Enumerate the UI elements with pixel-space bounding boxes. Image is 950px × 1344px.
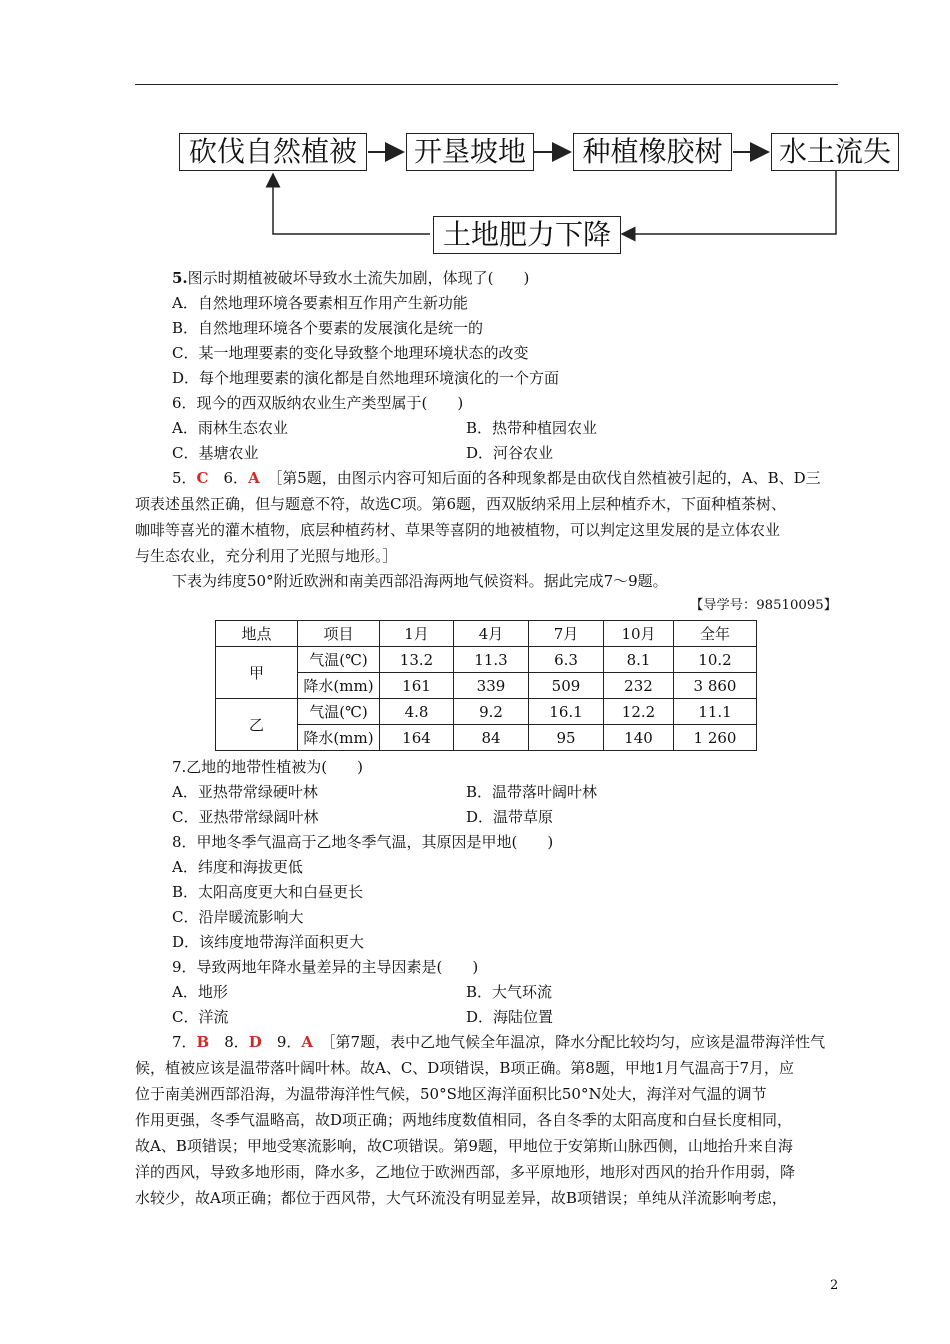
table-cell: 16.1 — [529, 699, 604, 725]
q6-stem: 6．现今的西双版纳农业生产类型属于( ) — [172, 394, 464, 412]
q5-option-b: B．自然地理环境各个要素的发展演化是统一的 — [172, 319, 484, 337]
table-cell: 气温(℃) — [298, 699, 380, 725]
table-header: 地点 — [216, 621, 298, 647]
table-header: 1月 — [380, 621, 454, 647]
table-cell: 164 — [380, 725, 454, 751]
q7-option-a: A．亚热带常绿硬叶林 — [172, 783, 318, 801]
q5-stem: 5.图示时期植被破坏导致水土流失加剧，体现了( ) — [172, 269, 530, 287]
table-cell: 10.2 — [674, 647, 757, 673]
q9-option-c: C．洋流 — [172, 1008, 229, 1026]
answer-5-6-line1: 5．C 6．A ［第5题，由图示内容可知后面的各种现象都是由砍伐自然植被引起的，A、B、D三 — [172, 469, 821, 487]
table-cell: 509 — [529, 673, 604, 699]
q9-stem: 9．导致两地年降水量差异的主导因素是( ) — [172, 958, 479, 976]
flow-box-deforestation: 砍伐自然植被 — [179, 133, 367, 171]
table-cell: 95 — [529, 725, 604, 751]
table-row — [216, 673, 757, 699]
table-cell: 11.3 — [454, 647, 529, 673]
answer-5-6-line3: 咖啡等喜光的灌木植物，底层种植药材、草果等喜阴的地被植物，可以判定这里发展的是立体农业 — [135, 521, 781, 539]
q9-option-a: A．地形 — [172, 983, 228, 1001]
table-cell: 13.2 — [380, 647, 454, 673]
table-row — [216, 725, 757, 751]
table-header: 全年 — [674, 621, 757, 647]
flow-box-soil-erosion: 水土流失 — [771, 133, 899, 171]
table-cell: 339 — [454, 673, 529, 699]
location-jia: 甲 — [216, 647, 298, 699]
answer-7-9-line3: 位于南美洲西部沿海，为温带海洋性气候，50°S地区海洋面积比50°N处大，海洋对气温的调节 — [135, 1085, 767, 1103]
q7-option-b: B．温带落叶阔叶林 — [466, 783, 598, 801]
table-row — [216, 699, 757, 725]
table-header-row — [216, 621, 757, 647]
q6-option-b: B．热带种植园农业 — [466, 419, 598, 437]
answer-5-6-line4: 与生态农业，充分利用了光照与地形。］ — [135, 547, 398, 565]
table-cell: 降水(mm) — [298, 725, 380, 751]
answer-5: C — [196, 469, 209, 487]
page-number: 2 — [830, 1278, 839, 1293]
table-cell: 降水(mm) — [298, 673, 380, 699]
climate-table — [215, 620, 757, 751]
answer-7-9-line2: 候，植被应该是温带落叶阔叶林。故A、C、D项错误，B项正确。第8题，甲地1月气温高于7月，应 — [135, 1059, 794, 1077]
table-cell: 12.2 — [604, 699, 674, 725]
answer-7: B — [196, 1033, 210, 1051]
table-cell: 3 860 — [674, 673, 757, 699]
answer-7-9-line4: 作用更强，冬季气温略高，故D项正确；两地纬度数值相同，各自冬季的太阳高度和白昼长度相同， — [135, 1111, 793, 1129]
q7-stem: 7.乙地的地带性植被为( ) — [172, 758, 364, 776]
answer-8: D — [248, 1033, 262, 1051]
q7-option-c: C．亚热带常绿阔叶林 — [172, 808, 319, 826]
answer-7-9-line5: 故A、B项错误；甲地受寒流影响，故C项错误。第9题，甲地位于安第斯山脉西侧，山地抬升来自海 — [135, 1137, 793, 1155]
arrow-4-5 — [622, 170, 836, 234]
q8-option-a: A．纬度和海拔更低 — [172, 858, 303, 876]
q6-option-c: C．基塘农业 — [172, 444, 259, 462]
table-row — [216, 647, 757, 673]
guide-number: 【导学号：98510095】 — [690, 598, 837, 613]
table-header: 7月 — [529, 621, 604, 647]
flow-box-soil-fertility-decline: 土地肥力下降 — [433, 216, 621, 254]
q8-option-c: C．沿岸暖流影响大 — [172, 908, 304, 926]
table-cell: 232 — [604, 673, 674, 699]
answer-7-9-line7: 水较少，故A项正确；都位于西风带，大气环流没有明显差异，故B项错误；单纯从洋流影响考虑， — [135, 1189, 787, 1207]
q7-option-d: D．温带草原 — [466, 808, 554, 826]
answer-7-9-line6: 洋的西风，导致多地形雨，降水多，乙地位于欧洲西部，多平原地形，地形对西风的抬升作用弱，降 — [135, 1163, 796, 1181]
table-header: 4月 — [454, 621, 529, 647]
q8-option-d: D．该纬度地带海洋面积更大 — [172, 933, 365, 951]
q8-option-b: B．太阳高度更大和白昼更长 — [172, 883, 364, 901]
answer-5-6-line2: 项表述虽然正确，但与题意不符，故选C项。第6题，西双版纳采用上层种植乔木，下面种植茶树、 — [135, 495, 787, 513]
flow-box-rubber-planting: 种植橡胶树 — [573, 133, 732, 171]
q9-option-b: B．大气环流 — [466, 983, 553, 1001]
q9-option-d: D．海陆位置 — [466, 1008, 554, 1026]
table-intro: 下表为纬度50°附近欧洲和南美西部沿海两地气候资料。据此完成7～9题。 — [172, 572, 668, 590]
arrow-5-1 — [273, 174, 430, 234]
table-cell: 9.2 — [454, 699, 529, 725]
flow-box-slope-cultivation: 开垦坡地 — [406, 133, 534, 171]
table-cell: 气温(℃) — [298, 647, 380, 673]
table-cell: 8.1 — [604, 647, 674, 673]
table-cell: 1 260 — [674, 725, 757, 751]
table-header: 10月 — [604, 621, 674, 647]
table-header: 项目 — [298, 621, 380, 647]
q6-option-d: D．河谷农业 — [466, 444, 554, 462]
table-cell: 6.3 — [529, 647, 604, 673]
q6-option-a: A．雨林生态农业 — [172, 419, 288, 437]
table-cell: 84 — [454, 725, 529, 751]
q5-option-d: D．每个地理要素的演化都是自然地理环境演化的一个方面 — [172, 369, 560, 387]
table-cell: 161 — [380, 673, 454, 699]
answer-7-9-line1: 7．B 8．D 9．A ［第7题，表中乙地气候全年温凉，降水分配比较均匀，应该是温带海洋性气 — [172, 1033, 826, 1051]
q5-option-a: A．自然地理环境各要素相互作用产生新功能 — [172, 294, 468, 312]
table-cell: 11.1 — [674, 699, 757, 725]
answer-6: A — [248, 469, 260, 487]
answer-9: A — [301, 1033, 314, 1051]
q8-stem: 8．甲地冬季气温高于乙地冬季气温，其原因是甲地( ) — [172, 833, 554, 851]
location-yi: 乙 — [216, 699, 298, 751]
q5-option-c: C．某一地理要素的变化导致整个地理环境状态的改变 — [172, 344, 529, 362]
table-cell: 140 — [604, 725, 674, 751]
table-cell: 4.8 — [380, 699, 454, 725]
